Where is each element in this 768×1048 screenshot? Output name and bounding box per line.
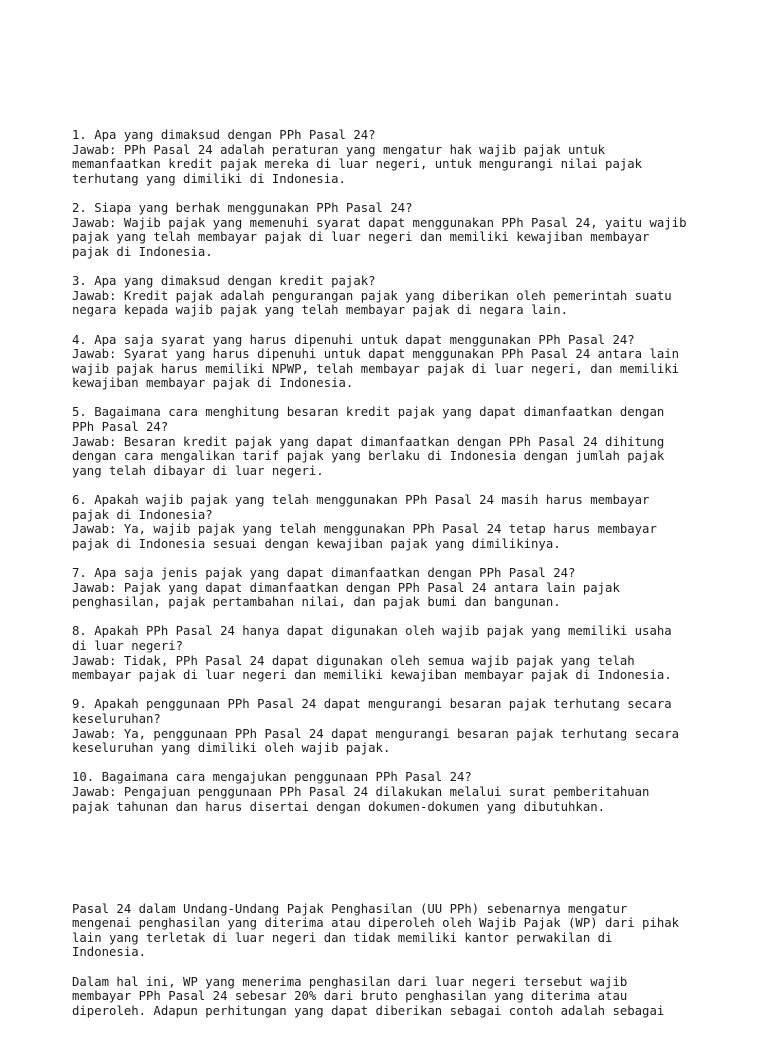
question-line: 3. Apa yang dimaksud dengan kredit pajak? bbox=[72, 274, 376, 289]
paragraph-list bbox=[72, 902, 712, 1019]
body-paragraph bbox=[72, 975, 712, 1019]
answer-line: yang telah dibayar di luar negeri. bbox=[72, 463, 324, 478]
answer-line: Jawab: Pajak yang dapat dimanfaatkan dengan PPh Pasal 24 antara lain pajak bbox=[72, 580, 620, 595]
paragraph-line: Pasal 24 dalam Undang-Undang Pajak Penghasilan (UU PPh) sebenarnya mengatur bbox=[72, 901, 628, 916]
answer-line: kewajiban membayar pajak di Indonesia. bbox=[72, 376, 354, 391]
answer-line: Jawab: Ya, penggunaan PPh Pasal 24 dapat mengurangi besaran pajak terhutang secara bbox=[72, 726, 680, 741]
body-paragraph bbox=[72, 902, 712, 960]
paragraph-line: Indonesia. bbox=[72, 945, 147, 960]
answer-line: Jawab: PPh Pasal 24 adalah peraturan yang mengatur hak wajib pajak untuk bbox=[72, 142, 606, 157]
answer-line: Jawab: Syarat yang harus dipenuhi untuk dapat menggunakan PPh Pasal 24 antara lain bbox=[72, 347, 680, 362]
question-line: 1. Apa yang dimaksud dengan PPh Pasal 24? bbox=[72, 128, 376, 143]
answer-line: pajak di Indonesia sesuai dengan kewajiban pajak yang dimilikinya. bbox=[72, 536, 561, 551]
answer-line: keseluruhan yang dimiliki oleh wajib pajak. bbox=[72, 741, 391, 756]
answer-line: terhutang yang dimiliki di Indonesia. bbox=[72, 171, 346, 186]
answer-line: memanfaatkan kredit pajak mereka di luar negeri, untuk mengurangi nilai pajak bbox=[72, 157, 643, 172]
answer-line: negara kepada wajib pajak yang telah membayar pajak di negara lain. bbox=[72, 303, 569, 318]
answer-line: Jawab: Ya, wajib pajak yang telah menggunakan PPh Pasal 24 tetap harus membayar bbox=[72, 522, 657, 537]
question-line: 9. Apakah penggunaan PPh Pasal 24 dapat mengurangi besaran pajak terhutang secara bbox=[72, 697, 672, 712]
answer-line: Jawab: Besaran kredit pajak yang dapat dimanfaatkan dengan PPh Pasal 24 dihitung bbox=[72, 434, 665, 449]
qa-item bbox=[72, 274, 712, 318]
answer-line: Jawab: Tidak, PPh Pasal 24 dapat digunakan oleh semua wajib pajak yang telah bbox=[72, 653, 635, 668]
qa-item bbox=[72, 405, 712, 478]
question-line: 5. Bagaimana cara menghitung besaran kredit pajak yang dapat dimanfaatkan dengan bbox=[72, 405, 665, 420]
question-line: di luar negeri? bbox=[72, 638, 184, 653]
answer-line: membayar pajak di luar negeri dan memiliki kewajiban membayar pajak di Indonesia. bbox=[72, 668, 672, 683]
qa-item bbox=[72, 566, 712, 610]
answer-line: Jawab: Pengajuan penggunaan PPh Pasal 24 dilakukan melalui surat pemberitahuan bbox=[72, 784, 650, 799]
question-line: 4. Apa saja syarat yang harus dipenuhi untuk dapat menggunakan PPh Pasal 24? bbox=[72, 332, 635, 347]
answer-line: pajak di Indonesia. bbox=[72, 244, 213, 259]
qa-item bbox=[72, 333, 712, 391]
qa-item bbox=[72, 128, 712, 186]
qa-item bbox=[72, 201, 712, 259]
paragraph-line: Dalam hal ini, WP yang menerima penghasilan dari luar negeri tersebut wajib bbox=[72, 974, 628, 989]
document-page bbox=[72, 99, 712, 1048]
question-line: 2. Siapa yang berhak menggunakan PPh Pasal 24? bbox=[72, 201, 413, 216]
paragraph-line: diperoleh. Adapun perhitungan yang dapat diberikan sebagai contoh adalah sebagai bbox=[72, 1003, 665, 1018]
paragraph-line: mengenai penghasilan yang diterima atau diperoleh oleh Wajib Pajak (WP) dari pihak bbox=[72, 916, 680, 931]
answer-line: penghasilan, pajak pertambahan nilai, dan pajak bumi dan bangunan. bbox=[72, 595, 561, 610]
answer-line: Jawab: Wajib pajak yang memenuhi syarat dapat menggunakan PPh Pasal 24, yaitu wajib bbox=[72, 215, 687, 230]
answer-line: Jawab: Kredit pajak adalah pengurangan pajak yang diberikan oleh pemerintah suatu bbox=[72, 288, 672, 303]
question-line: 10. Bagaimana cara mengajukan penggunaan PPh Pasal 24? bbox=[72, 770, 472, 785]
qa-item bbox=[72, 770, 712, 814]
answer-line: dengan cara mengalikan tarif pajak yang berlaku di Indonesia dengan jumlah pajak bbox=[72, 449, 665, 464]
section-gap bbox=[72, 858, 712, 873]
qa-item bbox=[72, 624, 712, 682]
qa-item bbox=[72, 493, 712, 551]
answer-line: pajak tahunan dan harus disertai dengan dokumen-dokumen yang dibutuhkan. bbox=[72, 799, 606, 814]
question-line: pajak di Indonesia? bbox=[72, 507, 213, 522]
paragraph-line: lain yang terletak di luar negeri dan tidak memiliki kantor perwakilan di bbox=[72, 930, 613, 945]
qa-list bbox=[72, 128, 712, 814]
question-line: 7. Apa saja jenis pajak yang dapat dimanfaatkan dengan PPh Pasal 24? bbox=[72, 566, 576, 580]
answer-line: pajak yang telah membayar pajak di luar negeri dan memiliki kewajiban membayar bbox=[72, 230, 650, 245]
question-line: PPh Pasal 24? bbox=[72, 420, 169, 435]
question-line: 8. Apakah PPh Pasal 24 hanya dapat digunakan oleh wajib pajak yang memiliki usaha bbox=[72, 624, 672, 639]
question-line: 6. Apakah wajib pajak yang telah menggunakan PPh Pasal 24 masih harus membayar bbox=[72, 493, 650, 508]
answer-line: wajib pajak harus memiliki NPWP, telah membayar pajak di luar negeri, dan memiliki bbox=[72, 361, 680, 376]
question-line: keseluruhan? bbox=[72, 711, 161, 726]
paragraph-line: membayar PPh Pasal 24 sebesar 20% dari bruto penghasilan yang diterima atau bbox=[72, 989, 628, 1004]
qa-item bbox=[72, 697, 712, 755]
